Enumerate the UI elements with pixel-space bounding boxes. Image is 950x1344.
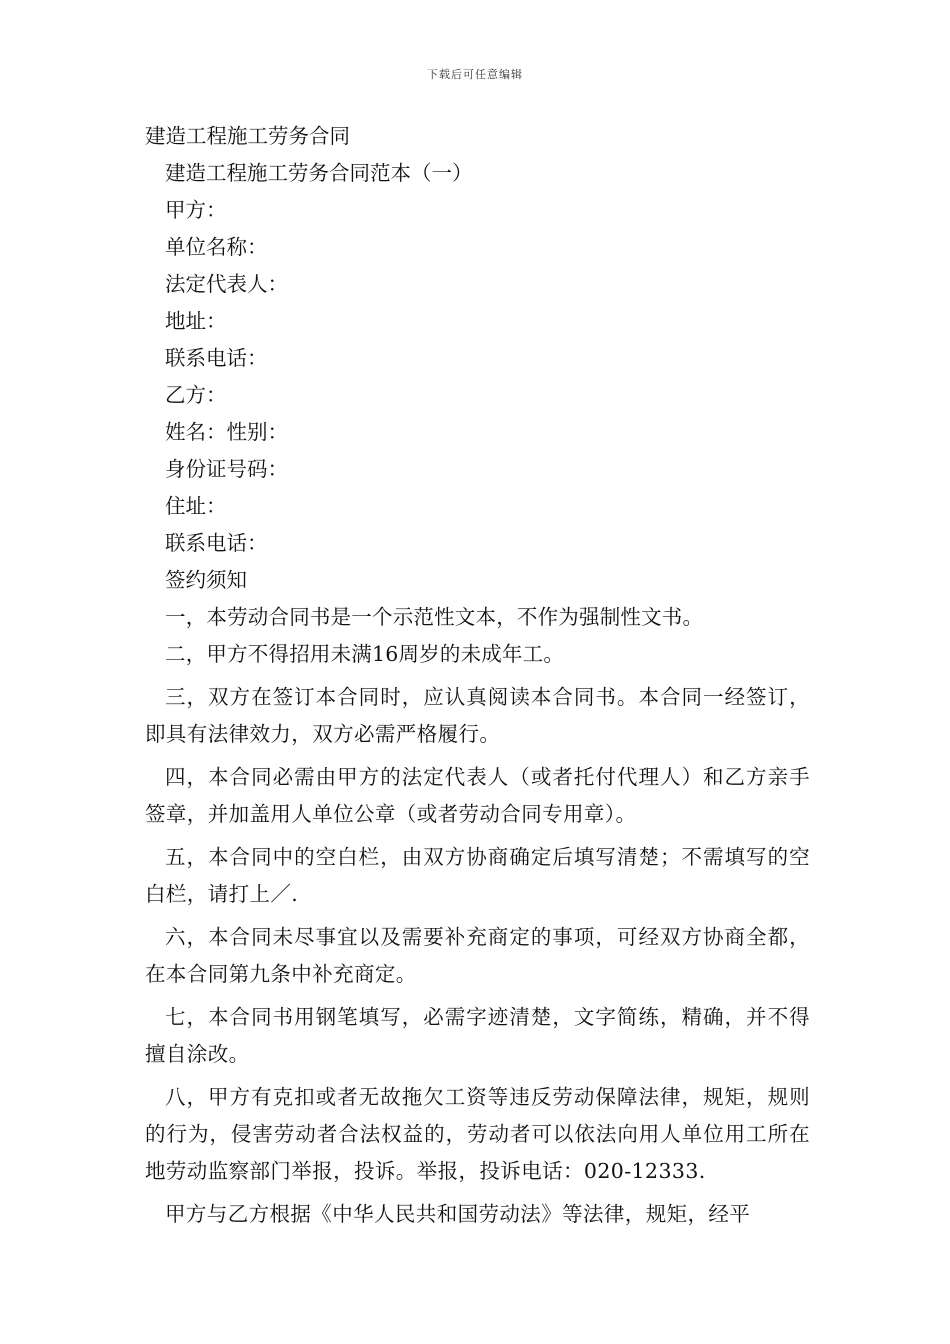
company-name-field: 单位名称： bbox=[165, 235, 268, 259]
party-a-phone-field: 联系电话： bbox=[165, 346, 268, 370]
contract-subtitle: 建造工程施工劳务合同范本（一） bbox=[165, 161, 473, 185]
address-field: 地址： bbox=[165, 309, 227, 333]
residence-field: 住址： bbox=[165, 494, 227, 518]
id-number-field: 身份证号码： bbox=[165, 457, 288, 481]
document-title: 建造工程施工劳务合同 bbox=[145, 124, 350, 148]
notice-item-8: 八，甲方有克扣或者无故拖欠工资等违反劳动保障法律，规矩，规则的行为，侵害劳动者合法权益的，劳动者可以依法向用人单位用工所在地劳动监察部门举报，投诉。举报，投诉电话：020-12333. bbox=[145, 1085, 810, 1183]
page-header: 下载后可任意编辑 bbox=[427, 68, 523, 81]
party-b-label: 乙方： bbox=[165, 383, 227, 407]
contract-preamble: 甲方与乙方根据《中华人民共和国劳动法》等法律，规矩，经平 bbox=[165, 1202, 751, 1226]
notice-item-4: 四，本合同必需由甲方的法定代表人（或者托付代理人）和乙方亲手签章，并加盖用人单位公章（或者劳动合同专用章）。 bbox=[145, 765, 810, 826]
name-gender-field: 姓名：性别： bbox=[165, 420, 288, 444]
notice-item-5: 五，本合同中的空白栏，由双方协商确定后填写清楚；不需填写的空白栏，请打上／. bbox=[145, 845, 810, 906]
notice-item-3: 三，双方在签订本合同时，应认真阅读本合同书。本合同一经签订，即具有法律效力，双方必需严格履行。 bbox=[145, 685, 810, 746]
party-a-label: 甲方： bbox=[165, 198, 227, 222]
document-body bbox=[145, 118, 810, 1233]
notice-item-7: 七，本合同书用钢笔填写，必需字迹清楚，文字简练，精确，并不得擅自涂改。 bbox=[145, 1005, 810, 1066]
notice-item-6: 六，本合同未尽事宜以及需要补充商定的事项，可经双方协商全都，在本合同第九条中补充商定。 bbox=[145, 925, 810, 986]
notice-item-2: 二，甲方不得招用未满16周岁的未成年工。 bbox=[165, 642, 565, 666]
signing-notice-heading: 签约须知 bbox=[165, 568, 247, 592]
legal-representative-field: 法定代表人： bbox=[165, 272, 288, 296]
party-b-phone-field: 联系电话： bbox=[165, 531, 268, 555]
notice-item-1: 一，本劳动合同书是一个示范性文本，不作为强制性文书。 bbox=[165, 605, 704, 629]
